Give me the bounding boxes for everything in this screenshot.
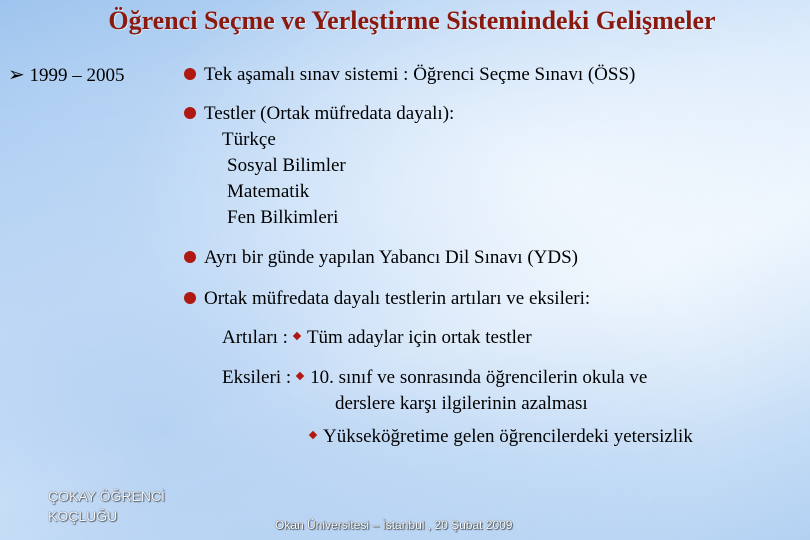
bullet-yds [184, 247, 578, 269]
bullet-tests [184, 103, 454, 125]
diamond-bullet-icon [296, 371, 304, 379]
period-heading [8, 62, 125, 87]
pros-line [222, 327, 532, 349]
subitem-sosyal: Sosyal Bilimler [227, 155, 346, 176]
pros-item: Tüm adaylar için ortak testler [306, 327, 532, 348]
bullet-dot-icon [184, 292, 196, 304]
period-label: 1999 – 2005 [29, 65, 125, 86]
bullet-text: Tek aşamalı sınav sistemi : Öğrenci Seçme Sınavı (ÖSS) [204, 64, 636, 85]
bullet-text: Testler (Ortak müfredata dayalı): [204, 103, 455, 124]
arrow-bullet-icon: ➢ [8, 62, 25, 86]
bullet-text: Ayrı bir günde yapılan Yabancı Dil Sınavı (YDS) [204, 247, 578, 268]
pros-label: Artıları : [222, 327, 288, 348]
bullet-exam-system [184, 64, 635, 86]
cons-line-2 [310, 426, 693, 448]
slide-title: Öğrenci Seçme ve Yerleştirme Sistemindeki Gelişmeler [108, 6, 716, 35]
cons-line [222, 367, 647, 389]
subitem-turkce: Türkçe [222, 129, 276, 150]
bullet-dot-icon [184, 107, 196, 119]
cons-item: Yükseköğretime gelen öğrencilerdeki yetersizlik [323, 426, 693, 447]
subitem-fen: Fen Bilkimleri [227, 207, 339, 228]
diamond-bullet-icon [309, 430, 317, 438]
bullet-text: Ortak müfredata dayalı testlerin artıları ve eksileri: [204, 288, 591, 309]
footer-org-line-2: KOÇLUĞU [48, 508, 118, 524]
cons-label: Eksileri : [222, 367, 292, 388]
bullet-dot-icon [184, 68, 196, 80]
cons-item-continuation: derslere karşı ilgilerinin azalması [335, 393, 588, 414]
cons-item: 10. sınıf ve sonrasında öğrencilerin okula ve [310, 367, 648, 388]
subitem-matematik: Matematik [227, 181, 310, 202]
diamond-bullet-icon [293, 331, 301, 339]
bullet-dot-icon [184, 251, 196, 263]
footer-organization [48, 486, 165, 526]
footer-org-line-1: ÇOKAY ÖĞRENCİ [48, 488, 165, 504]
footer-venue-date: Okan Üniversitesi – İstanbul , 20 Şubat 2009 [275, 518, 513, 532]
bullet-pros-cons [184, 288, 590, 310]
